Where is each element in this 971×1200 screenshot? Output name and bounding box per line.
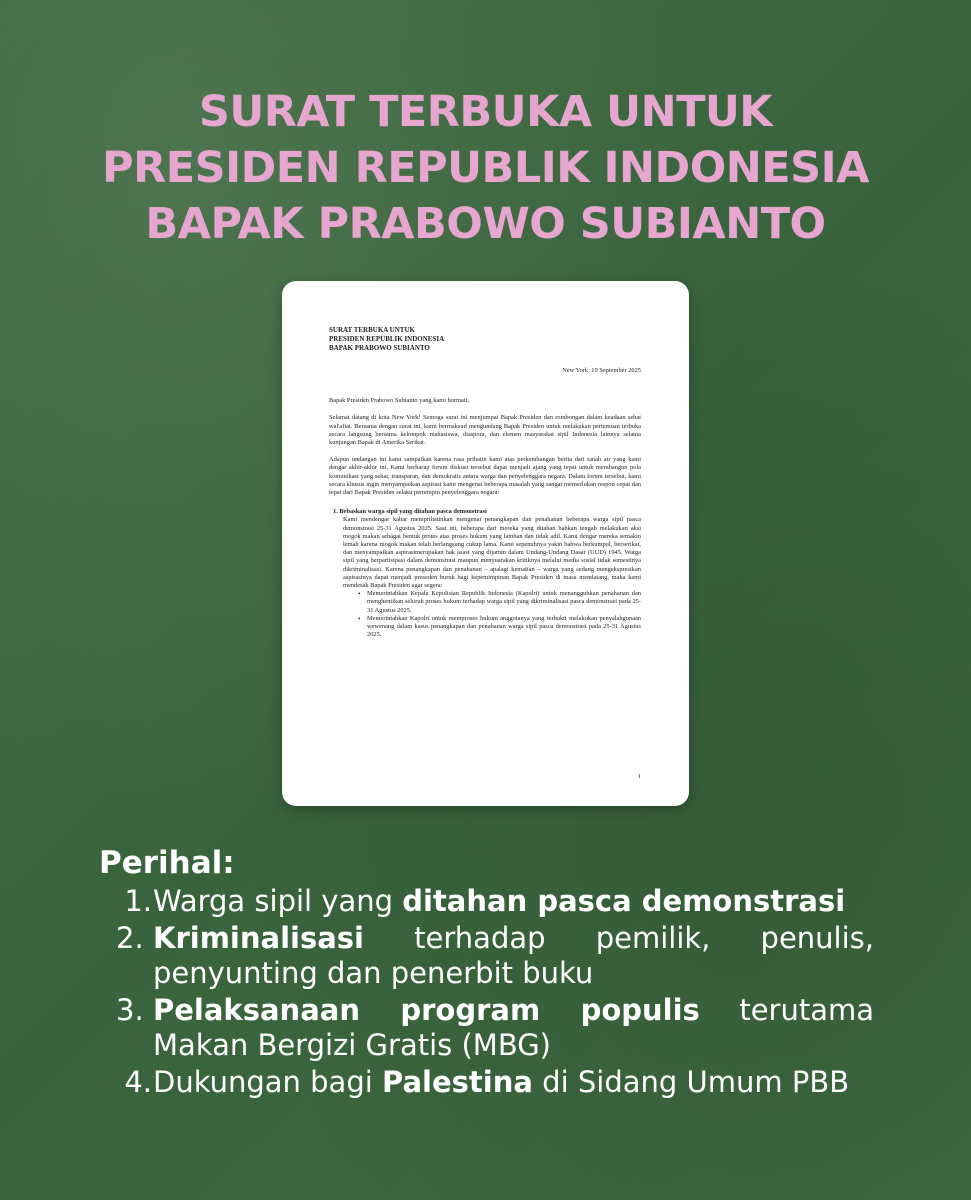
letter-title [329, 326, 641, 353]
headline [0, 84, 971, 252]
letter-salutation: Bapak Presiden Prabowo Subianto yang kami hormati, [329, 397, 470, 405]
headline-line-3: BAPAK PRABOWO SUBIANTO [145, 199, 826, 249]
perihal-item-2-number: 2. [116, 921, 144, 955]
perihal-item-1-text: Warga sipil yang [153, 884, 403, 918]
letter-bullet-2: • Memerintahkan Kapolri untuk memproses hukum anggotanya yang terbukti melakukan penyalahgunaan wewenang dalam kasus penangkapan dan penahanan warga sipil pasca demonstrasi pada 25-31 Agustus 2025. [367, 615, 641, 640]
perihal-item-3-post: terutama Makan Bergizi Gratis (MBG) [153, 993, 874, 1062]
letter-page-number: 1 [637, 773, 641, 780]
headline-line-1: SURAT TERBUKA UNTUK [198, 87, 773, 137]
letter-section-1-body: Kami mendengar kabar memprihatinkan mengenai penangkapan dan penahanan beberapa warga sipil pasca demonstrasi 25-31 Agustus 2025. Saat ini, beberapa dari mereka yang ditahan bahkan tengah melakukan aksi mogok makan sebagai bentuk protes atas proses hukum yang lamban dan tidak adil. Kami dengar mereka semakin lemah karena mogok makan telah berlangsung cukup lama. Kami sepenuhnya yakin bahwa berkumpul, berserikat, dan menyampaikan aspirasimerupakan hak asasi yang dijamin dalam Undang-Undang Dasar (UUD) 1945. Warga sipil yang berpartisipasi dalam demonstrasi maupun menyuarakan kritiknya melalui media sosial tidak semestinya dikriminalisasi. Karena penangkapan dan penahanan – apalagi kematian – warga yang sedang mengekspresikan aspirasinya dapat menjadi preseden buruk bagi kepemimpinan Bapak Presiden di masa mendatang, maka kami mendesak Bapak Presiden agar segera: [343, 516, 641, 590]
letter-section-1 [329, 508, 641, 639]
perihal-item-4-bold: Palestina [382, 1065, 533, 1099]
letter-section-1-title: 1. Bebaskan warga sipil yang ditahan pasca demonstrasi [333, 508, 487, 516]
letter-content [329, 326, 641, 639]
letter-title-line-1: SURAT TERBUKA UNTUK [329, 326, 415, 334]
perihal-item-1 [116, 884, 874, 919]
letter-bullet-list [343, 590, 641, 639]
perihal-item-3-number: 3. [116, 993, 144, 1027]
letter-title-line-3: BAPAK PRABOWO SUBIANTO [329, 344, 430, 352]
perihal-item-4 [116, 1065, 874, 1100]
perihal-item-1-bold: ditahan pasca demonstrasi [402, 884, 846, 918]
perihal-item-4-text: Dukungan bagi [153, 1065, 383, 1099]
perihal-item-4-number: 4. [124, 1065, 152, 1099]
perihal-item-2 [116, 921, 874, 991]
letter-paragraph-2: Adapun undangan ini kami sampaikan karena rasa prihatin kami atas perkembangan berita dari tanah air yang kami dengar akhir-akhir ini. Kami berharap forum diskusi tersebut dapat menjadi ajang yang tepat untuk membangun pola komunikasi yang sehat, transparan, dan demokratis antara warga dan penyelenggara negara. Dalam forum tersebut, kami secara khusus ingin menyampaikan aspirasi kami mengenai beberapa masalah yang sangat memerlukan respon cepat dan tepat dari Bapak Presiden selaku pemimpin penyelenggara negara: [329, 456, 641, 497]
perihal-label: Perihal: [99, 845, 235, 881]
letter-date: New York, 19 September 2025 [562, 367, 641, 374]
letter-title-line-2: PRESIDEN REPUBLIK INDONESIA [329, 335, 445, 343]
letter-paragraph-1: Selamat datang di kota New York! Semoga surat ini menjumpai Bapak Presiden dan rombongan dalam keadaan sehat wal'afiat. Bersama dengan surat ini, kami bermaksud mengundang Bapak Presiden untuk melakukan pertemuan terbuka secara langsung bersama kelompok mahasiswa, diaspora, dan elemen masyarakat sipil Indonesia lainnya selama kunjungan Bapak di Amerika Serikat. [329, 414, 641, 447]
perihal-item-4-post: di Sidang Umum PBB [532, 1065, 850, 1099]
perihal-list [116, 884, 874, 1102]
perihal-item-1-number: 1. [124, 884, 152, 918]
perihal-item-3 [116, 993, 874, 1063]
perihal-item-2-bold: Kriminalisasi [153, 921, 365, 955]
perihal-item-2-post: terhadap pemilik, penulis, penyunting dan penerbit buku [153, 921, 874, 990]
headline-line-2: PRESIDEN REPUBLIK INDONESIA [102, 143, 869, 193]
perihal-item-3-bold: Pelaksanaan program populis [153, 993, 700, 1027]
letter-page [282, 281, 689, 806]
letter-bullet-1: • Memerintahkan Kepala Kepolisian Republik Indonesia (Kapolri) untuk menangguhkan penahanan dan menghentikan seluruh proses hukum terhadap warga sipil yang dikriminalisasi pasca demonstrasi pada 25-31 Agustus 2025. [367, 590, 641, 615]
